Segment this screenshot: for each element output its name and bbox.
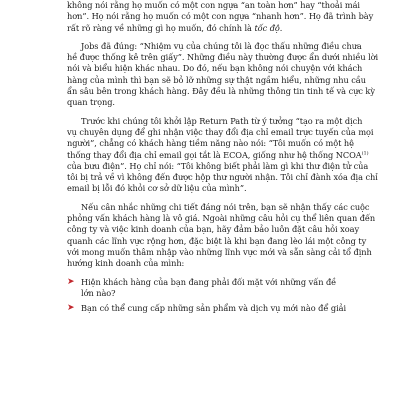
question-list [67, 277, 349, 315]
body-text [67, 0, 379, 318]
paragraph-3 [67, 115, 378, 195]
arrow-bullet-icon: ➤ [67, 276, 75, 287]
text-line [67, 23, 349, 34]
list-item [67, 303, 349, 314]
text-line: tôi bị trả về vì không đến được hộp thư người nhận. Tôi chỉ đành xóa địa chỉ [67, 172, 378, 183]
text-line: Hiện khách hàng của bạn đang phải đối mặt với những vấn đề [81, 276, 337, 287]
text-line: email bị lỗi đó khỏi cơ sở dữ liệu của mình”. [67, 183, 247, 194]
text-segment: rất rõ ràng về những gì họ muốn, đó chính là [67, 22, 252, 33]
text-line: công ty và việc kinh doanh của bạn, hãy đảm bảo luôn đặt câu hỏi xoay [67, 224, 360, 235]
text-line: vụ chuyên dụng để ghi nhận việc thay đổi địa chỉ email trực tuyến của mọi [67, 126, 374, 137]
text-line: Bạn có thể cung cấp những sản phẩm và dịch vụ mới nào để giải [81, 303, 347, 314]
text-line [67, 149, 369, 161]
paragraph-1 [67, 0, 374, 34]
text-line: phỏng vấn khách hàng là vô giá. Ngoài những câu hỏi cụ thể liên quan đến [67, 213, 376, 224]
list-item [67, 277, 349, 300]
text-line: với mong muốn thâm nhập vào những lĩnh vực mới và sẵn sàng cải tổ định [67, 246, 372, 257]
text-line: hướng kinh doanh của mình: [67, 258, 185, 269]
text-line: quan trọng. [67, 97, 115, 108]
text-segment: thống thay đổi địa chỉ email gọi tắt là ECOA, giống như hệ thống NCOA [67, 149, 362, 160]
paragraph-4 [67, 201, 376, 270]
text-line: hề được thống kê trên giấy”. Những điều này thường được ẩn dưới nhiều lời [67, 52, 379, 63]
text-line: Jobs đã đúng: “Nhiệm vụ của chúng tôi là đọc thấu những điều chưa [81, 40, 362, 51]
text-line: hơn”. Họ nói rằng họ muốn có một con ngựa “nhanh hơn”. Họ đã trình bày [67, 11, 374, 22]
text-line: của bưu điện”. Họ chỉ nói: “Tôi không biết phải làm gì khi thư điện tử của [67, 160, 369, 171]
text-line: quanh các lĩnh vực rộng hơn, đặc biệt là khi bạn đang lèo lái một công ty [67, 235, 367, 246]
footnote-mark: (1) [361, 149, 369, 156]
text-line: Trước khi chúng tôi khởi lập Return Path từ ý tưởng “tạo ra một dịch [81, 115, 363, 126]
arrow-bullet-icon: ➤ [67, 303, 75, 314]
text-line: Nếu cân nhắc những chi tiết đáng nói trên, bạn sẽ nhận thấy các cuộc [81, 201, 370, 212]
text-line: người”, chẳng có khách hàng tiềm năng nào nói: “Tôi muốn có một hệ [67, 138, 354, 149]
text-line: nói và biểu hiện khác nhau. Do đó, nếu bạn không nói chuyện với khách [67, 63, 363, 74]
paragraph-2 [67, 40, 379, 109]
text-line: ẩn sâu bên trong khách hàng. Đây đều là những thông tin tinh tế và cực kỳ [67, 86, 375, 97]
text-line: không nói rằng họ muốn có một con ngựa “an toàn hơn” hay “thoải mái [67, 0, 360, 10]
emphasis-text: tốc độ. [254, 22, 283, 33]
text-line: hàng của mình thì bạn sẽ bỏ lỡ những sự thật ngầm hiểu, những nhu cầu [67, 74, 366, 85]
text-line: lớn nào? [81, 287, 116, 298]
